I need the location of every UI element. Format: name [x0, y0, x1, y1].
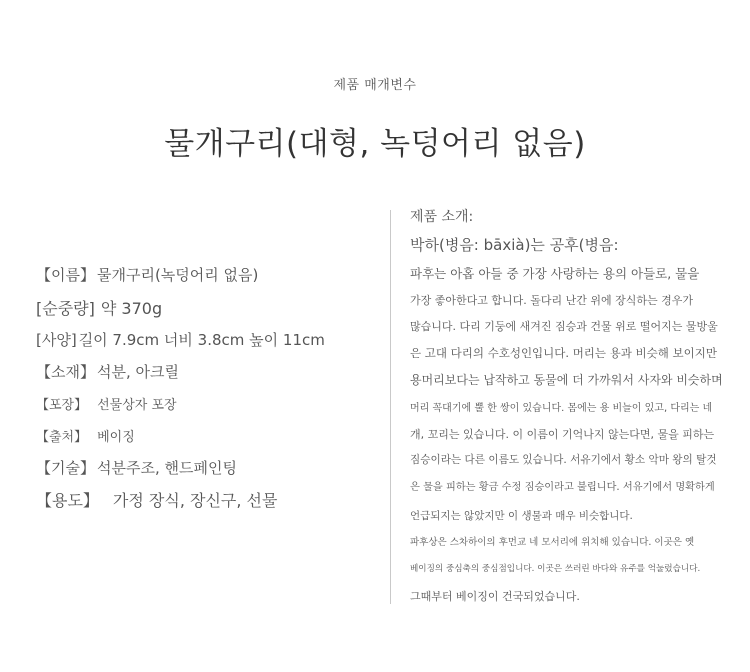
intro-line: 그때부터 베이징이 건국되었습니다. [410, 590, 580, 603]
spec-label: 【이름】 [36, 266, 95, 284]
spec-row-weight [36, 296, 162, 319]
intro-line: 파후는 아홉 아들 중 가장 사랑하는 용의 아들로, 물을 [410, 266, 700, 281]
spec-value: 석분주조, 핸드페인팅 [96, 459, 237, 477]
spec-value: 가정 장식, 장신구, 선물 [112, 491, 278, 510]
spec-row-material [36, 361, 179, 382]
intro-subheading: 박하(병음: bāxià)는 공후(병음: [410, 236, 619, 254]
intro-line: 많습니다. 다리 기둥에 새겨진 짐승과 건물 위로 떨어지는 물방울 [410, 320, 718, 333]
intro-line: 용머리보다는 납작하고 동물에 더 가까워서 사자와 비슷하며 [410, 373, 723, 387]
spec-row-origin [36, 426, 135, 445]
subtitle: 제품 매개변수 [333, 78, 417, 93]
spec-label: 【소재】 [36, 363, 95, 381]
intro-line: 짐승이라는 다른 이름도 있습니다. 서유기에서 황소 악마 왕의 탈것 [410, 454, 717, 466]
spec-label: 【포장】 [36, 398, 88, 413]
intro-line: 파후상은 스차하이의 후먼교 네 모서리에 위치해 있습니다. 이곳은 옛 [410, 537, 695, 548]
spec-label: 【기술】 [36, 459, 95, 477]
spec-value: 약 370g [100, 299, 163, 318]
spec-value: 길이 7.9cm 너비 3.8cm 높이 11cm [78, 331, 325, 349]
intro-line: 머리 꼭대기에 뿔 한 쌍이 있습니다. 몸에는 용 비늘이 있고, 다리는 네 [410, 403, 713, 414]
intro-line: 은 고대 다리의 수호성인입니다. 머리는 용과 비슷해 보이지만 [410, 346, 717, 360]
intro-line: 가장 좋아한다고 합니다. 돌다리 난간 위에 장식하는 경우가 [410, 294, 693, 307]
intro-line: 베이징의 중심축의 중심점입니다. 이곳은 쓰러린 바다와 유주를 억눌렀습니다. [410, 564, 701, 574]
spec-row-usage [36, 488, 277, 511]
spec-row-name [36, 264, 258, 285]
divider [390, 210, 391, 604]
spec-row-technique [36, 457, 237, 478]
spec-row-packaging [36, 394, 177, 413]
spec-value: 선물상자 포장 [97, 398, 177, 413]
spec-label: 【용도】 [36, 491, 99, 510]
spec-value: 물개구리(녹덩어리 없음) [96, 266, 259, 284]
spec-value: 석분, 아크릴 [96, 363, 179, 381]
intro-line: 언급되지는 않았지만 이 생물과 매우 비슷합니다. [410, 510, 633, 522]
intro-heading: 제품 소개: [410, 209, 474, 225]
spec-value: 베이징 [97, 430, 135, 445]
spec-label: 【출처】 [36, 430, 88, 445]
intro-line: 은 물을 피하는 황금 수정 짐승이라고 불립니다. 서유기에서 명확하게 [410, 482, 715, 493]
page-title: 물개구리(대형, 녹덩어리 없음) [164, 126, 586, 162]
spec-row-size [36, 329, 325, 350]
spec-label: [순중량] [36, 299, 95, 318]
intro-line: 개, 꼬리는 있습니다. 이 이름이 기억나지 않는다면, 물을 피하는 [410, 428, 715, 441]
spec-label: [사양] [36, 331, 77, 349]
